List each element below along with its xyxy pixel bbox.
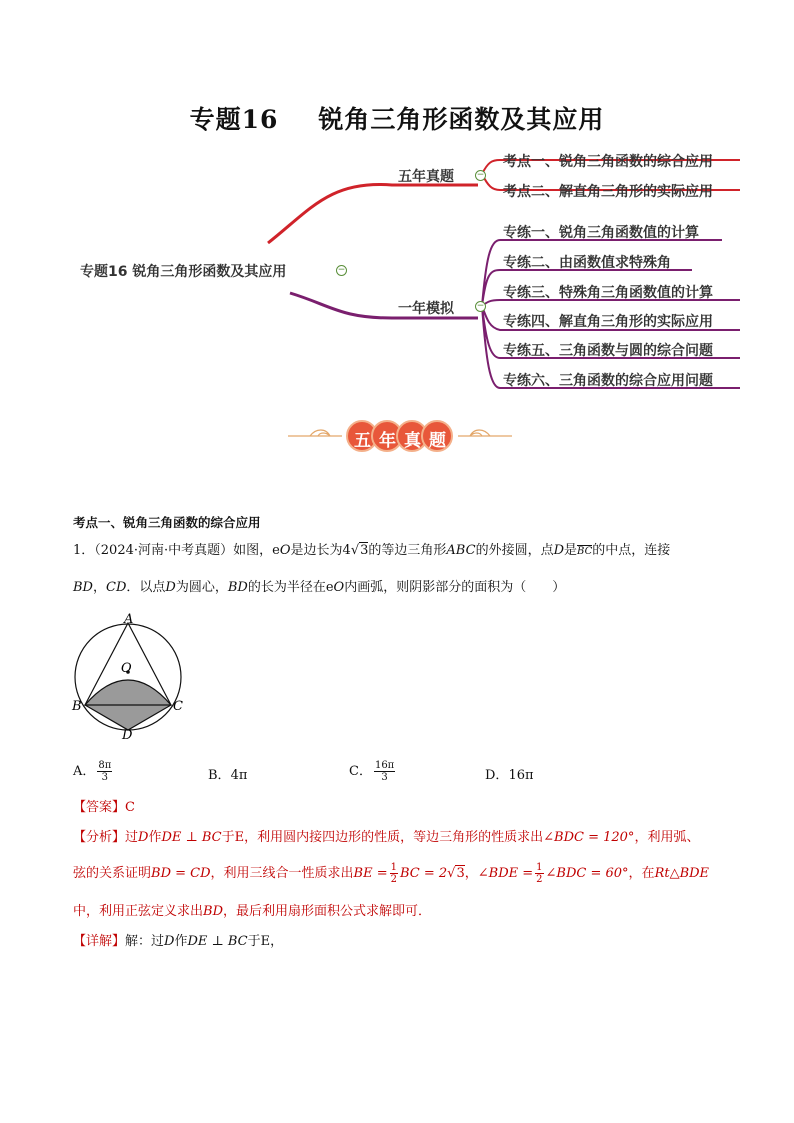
mindmap-root: 专题16 锐角三角形函数及其应用 xyxy=(80,264,287,280)
collapse-icon[interactable]: − xyxy=(476,301,485,311)
analysis-line1: 【分析】过D作DE ⊥ BC于E，利用圆内接四边形的性质，等边三角形的性质求出∠BDC = 120°，利用弧、 xyxy=(73,830,700,845)
branch1-label: 五年真题 xyxy=(398,169,454,185)
choice-c[interactable]: C． $\frac{16\pi}{3}$ xyxy=(349,760,395,783)
question-line2: BD，CD．以点D为圆心，BD的长为半径在eO内画弧，则阴影部分的面积为（ ） xyxy=(73,580,566,595)
analysis-line3: 中，利用正弦定义求出BD，最后利用扇形面积公式求解即可． xyxy=(73,904,432,919)
collapse-icon[interactable]: − xyxy=(476,170,485,180)
label-o: O xyxy=(121,661,132,676)
question-line1: 1．（2024·河南·中考真题）如图，eO是边长为4√3的等边三角形ABC的外接圆，点D是BC的中点，连接 xyxy=(73,543,671,558)
branch2-item: 专练一、锐角三角函数值的计算 xyxy=(503,225,699,241)
branch1-item: 考点一、锐角三角函数的综合应用 xyxy=(503,154,713,170)
section-heading: 考点一、锐角三角函数的综合应用 xyxy=(73,515,261,530)
label-a: A xyxy=(124,612,134,627)
collapse-icon[interactable]: − xyxy=(337,265,346,275)
banner-char: 题 xyxy=(429,431,446,451)
choice-a[interactable]: A． $\frac{8\pi}{3}$ xyxy=(73,760,112,783)
choice-d[interactable]: D．16π xyxy=(485,768,534,783)
geometry-figure xyxy=(68,610,193,742)
branch1-curve xyxy=(268,184,478,243)
branch2-item: 专练五、三角函数与圆的综合问题 xyxy=(503,343,713,359)
label-c: C xyxy=(173,699,183,714)
banner-ornament xyxy=(280,418,520,454)
branch2-label: 一年模拟 xyxy=(398,301,454,317)
banner-char: 真 xyxy=(404,431,421,451)
branch1-item: 考点二、解直角三角形的实际应用 xyxy=(503,184,713,200)
detail-line: 【详解】解：过D作DE ⊥ BC于E， xyxy=(73,934,284,949)
banner-char: 五 xyxy=(354,431,371,451)
branch2-item: 专练二、由函数值求特殊角 xyxy=(503,255,671,271)
banner-char: 年 xyxy=(379,431,396,451)
page-title: 专题16 锐角三角形函数及其应用 xyxy=(189,105,605,134)
branch2-item: 专练六、三角函数的综合应用问题 xyxy=(503,373,713,389)
answer-line: 【答案】C xyxy=(73,800,135,815)
label-d: D xyxy=(122,728,133,742)
branch2-item: 专练三、特殊角三角函数值的计算 xyxy=(503,285,713,301)
label-b: B xyxy=(72,699,82,714)
analysis-line2: 弦的关系证明BD = CD，利用三线合一性质求出BE = $\frac{1}{2}$ BC = 2√3，∠BDE = $\frac{1}{2}$ ∠BDC = 60°，在Rt△BDE xyxy=(73,862,710,885)
branch2-item: 专练四、解直角三角形的实际应用 xyxy=(503,314,713,330)
choice-b[interactable]: B．4π xyxy=(208,768,248,783)
